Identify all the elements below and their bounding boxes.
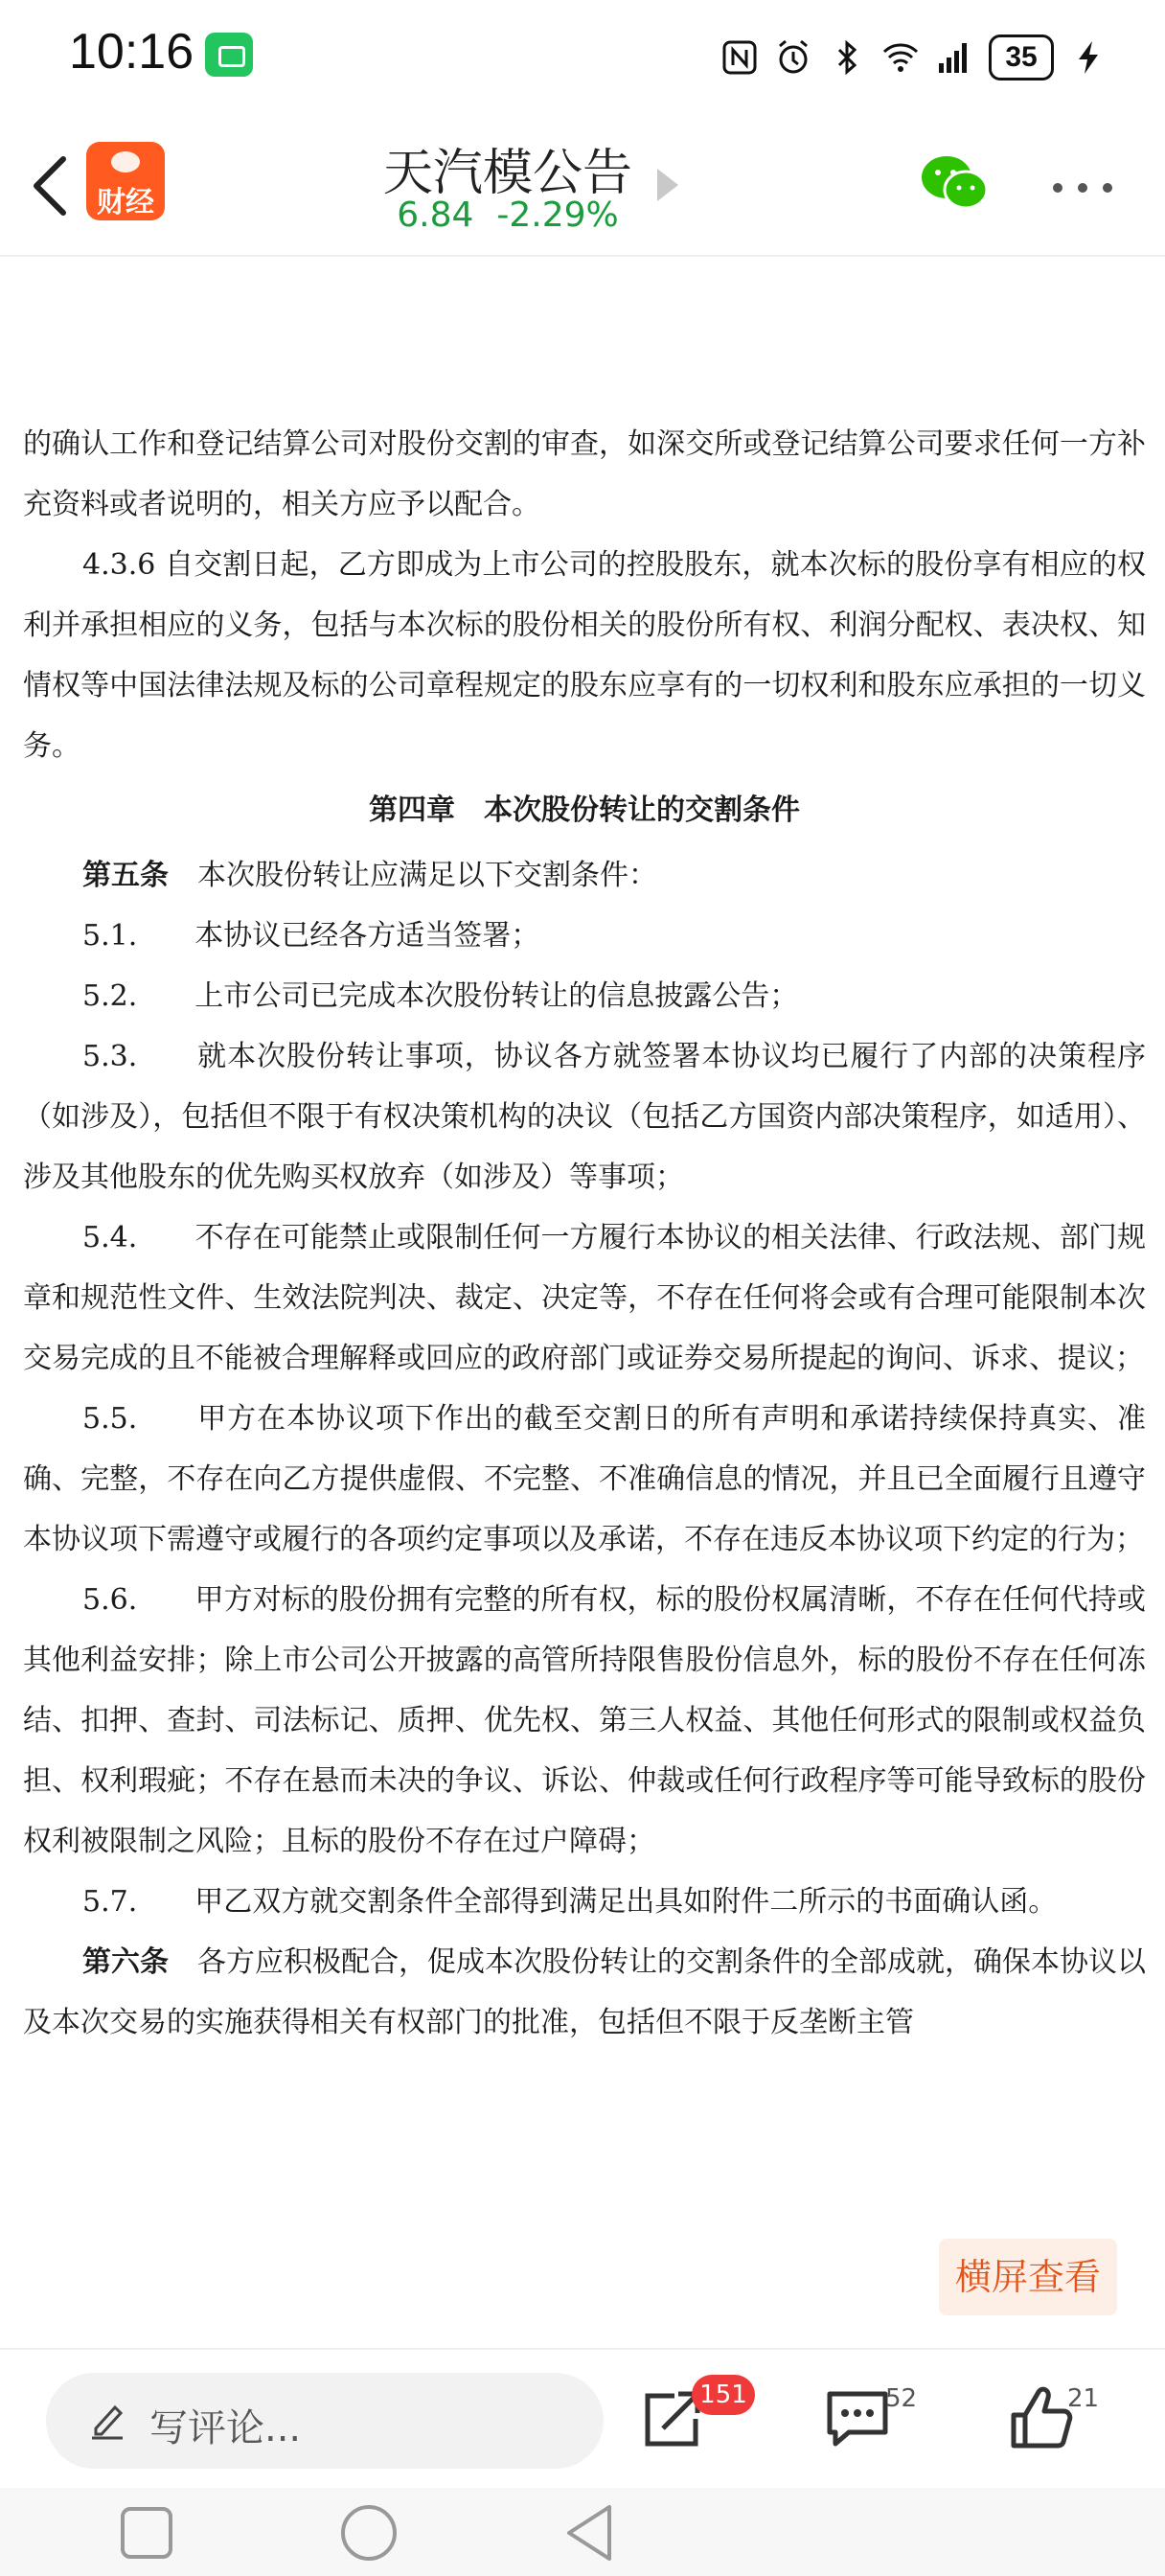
clause-number: 5.3. <box>82 1040 138 1073</box>
chapter-heading: 第四章 本次股份转让的交割条件 <box>369 794 800 827</box>
clause-item <box>23 906 1146 966</box>
page-title[interactable]: 天汽模公告 <box>382 145 632 202</box>
article-text: 本次股份转让应满足以下交割条件： <box>169 859 657 892</box>
alarm-icon <box>774 38 812 77</box>
stock-price: 6.84 <box>397 196 474 235</box>
clause-item <box>23 1208 1146 1389</box>
signal-icon <box>935 38 973 77</box>
paragraph: 4.3.6 自交割日起，乙方即成为上市公司的控股股东，就本次标的股份享有相应的权利并承担相应的义务，包括与本次标的股份相关的股份所有权、利润分配权、表决权、知情权等中国法律法规及标的公司章程规定的股东应享有的一切权利和股东应承担的一切义务。 <box>23 548 1146 763</box>
charging-icon <box>1069 38 1108 77</box>
landscape-view-button[interactable]: 横屏查看 <box>939 2239 1117 2315</box>
clause-item <box>23 966 1146 1026</box>
app-notification-icon <box>205 33 253 77</box>
article-text: 各方应积极配合，促成本次股份转让的交割条件的全部成就，确保本协议以及本次交易的实施获得相关有权部门的批准，包括但不限于反垄断主管 <box>23 1945 1146 2039</box>
comment-placeholder: 写评论... <box>149 2406 302 2450</box>
battery-icon: 35 <box>989 34 1054 80</box>
clause-item <box>23 1872 1146 1932</box>
like-icon[interactable] <box>1008 2379 1075 2455</box>
recent-apps-icon[interactable] <box>119 2505 174 2561</box>
wifi-icon <box>881 38 920 77</box>
comment-count: 52 <box>885 2384 918 2413</box>
clause-number: 5.1. <box>82 919 138 953</box>
more-icon[interactable] <box>1052 182 1113 194</box>
status-time: 10:16 <box>69 24 194 80</box>
comment-input[interactable] <box>46 2373 604 2469</box>
clause-number: 5.6. <box>82 1583 138 1617</box>
logo-text: 财经 <box>97 186 154 219</box>
status-icons <box>720 29 1108 86</box>
stock-change: -2.29% <box>496 196 619 235</box>
clause-text: 甲方对标的股份拥有完整的所有权，标的股份权属清晰，不存在任何代持或其他利益安排；除上市公司公开披露的高管所持限售股份信息外，标的股份不存在任何冻结、扣押、查封、司法标记、质押、优先权、第三人权益、其他任何形式的限制或权益负担、权利瑕疵；不存在悬而未决的争议、诉讼、仲裁或任何行政程序等可能导致标的股份权利被限制之风险；且标的股份不存在过户障碍； <box>23 1583 1147 1858</box>
bottom-action-bar <box>0 2348 1165 2490</box>
header <box>0 115 1165 257</box>
clause-text: 本协议已经各方适当签署； <box>194 919 540 953</box>
home-icon[interactable] <box>339 2503 399 2563</box>
nfc-icon <box>720 38 759 77</box>
clause-item <box>23 1570 1146 1872</box>
wechat-share-icon[interactable] <box>920 153 989 213</box>
system-nav-bar <box>0 2488 1165 2576</box>
clause-number: 5.5. <box>82 1402 138 1436</box>
clause-number: 5.4. <box>82 1221 138 1254</box>
paragraph: 的确认工作和登记结算公司对股份交割的审查，如深交所或登记结算公司要求任何一方补充资料或者说明的，相关方应予以配合。 <box>23 427 1146 521</box>
clause-item <box>23 1026 1146 1208</box>
stock-quote <box>0 196 1016 235</box>
pen-icon <box>88 2400 126 2442</box>
clause-number: 5.2. <box>82 979 138 1013</box>
comment-icon[interactable] <box>824 2379 891 2455</box>
clause-text: 不存在可能禁止或限制任何一方履行本协议的相关法律、行政法规、部门规章和规范性文件、生效法院判决、裁定、决定等，不存在任何将会或有合理可能限制本次交易完成的且不能被合理解释或回应的政府部门或证券交易所提起的询问、诉求、提议； <box>23 1221 1147 1375</box>
bluetooth-icon <box>828 38 866 77</box>
article-6 <box>23 1932 1146 2053</box>
clause-item <box>23 1389 1146 1570</box>
document-viewer[interactable] <box>0 255 1165 2229</box>
clause-text: 甲方在本协议项下作出的截至交割日的所有声明和承诺持续保持真实、准确、完整，不存在向乙方提供虚假、不完整、不准确信息的情况，并且已全面履行且遵守本协议项下需遵守或履行的各项约定事项以及承诺，不存在违反本协议项下约定的行为； <box>23 1402 1146 1556</box>
clause-text: 就本次股份转让事项，协议各方就签署本协议均已履行了内部的决策程序（如涉及），包括但不限于有权决策机构的决议（包括乙方国资内部决策程序，如适用）、涉及其他股东的优先购买权放弃（如涉及）等事项； <box>23 1040 1146 1194</box>
document-page <box>23 414 1146 2053</box>
clause-text: 甲乙双方就交割条件全部得到满足出具如附件二所示的书面确认函。 <box>194 1885 1058 1919</box>
status-bar <box>0 0 1165 115</box>
like-count: 21 <box>1067 2384 1100 2413</box>
article-label: 第六条 <box>82 1945 169 1979</box>
nav-back-icon[interactable] <box>563 2503 615 2563</box>
article-label: 第五条 <box>82 859 169 892</box>
clause-text: 上市公司已完成本次股份转让的信息披露公告； <box>194 979 799 1013</box>
article-5 <box>23 845 1146 906</box>
clause-number: 5.7. <box>82 1885 138 1919</box>
share-count-badge: 151 <box>692 2375 755 2415</box>
